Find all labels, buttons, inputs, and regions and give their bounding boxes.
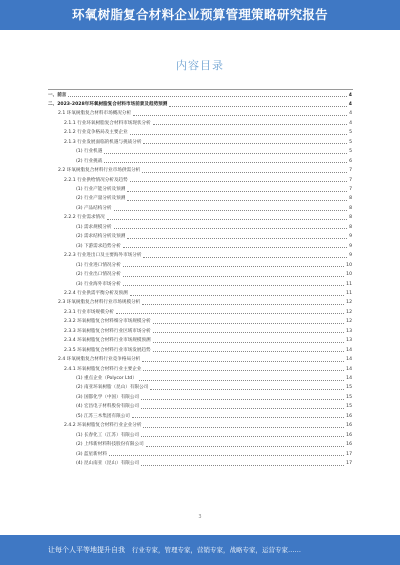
toc-entry-label: 2.2 环氧树脂复合材料行业市场供需分析: [58, 168, 141, 174]
toc-entry[interactable]: [76, 146, 352, 156]
toc-entry[interactable]: [58, 108, 352, 118]
toc-leader-dots: [142, 304, 344, 305]
toc-leader-dots: [133, 115, 347, 116]
toc-entry-label: 2.1.3 行业发展面临的机遇与挑战分析: [64, 139, 142, 145]
toc-entry-page: 9: [349, 243, 352, 249]
toc-entry[interactable]: [48, 89, 352, 99]
toc-entry-label: (3) 产品结构分析: [76, 205, 112, 211]
toc-entry-page: 14: [346, 357, 352, 363]
toc-entry-page: 10: [346, 262, 352, 268]
toc-entry-page: 12: [346, 319, 352, 325]
toc-entry-page: 15: [346, 404, 352, 410]
toc-entry[interactable]: [64, 420, 352, 430]
toc-entry-label: 2.2.2 行业需求情况: [64, 215, 105, 221]
toc-leader-dots: [141, 408, 344, 409]
toc-entry[interactable]: [58, 354, 352, 364]
toc-entry-label: (1) 需求规模分析: [76, 224, 112, 230]
toc-leader-dots: [132, 417, 344, 418]
toc-entry-label: 2.1.1 行业环氧树脂复合材料市场现状分析: [64, 120, 151, 126]
toc-entry[interactable]: [76, 202, 352, 212]
toc-entry-label: (5) 江苏三木集团有限公司: [76, 413, 130, 419]
toc-entry-page: 16: [346, 442, 352, 448]
toc-entry-label: 二、2023-2028年环氧树脂复合材料市场前景及趋势预测: [48, 101, 168, 107]
toc-entry[interactable]: [76, 221, 352, 231]
toc-leader-dots: [114, 228, 348, 229]
toc-entry-label: 2.2.4 行业供需平衡分析及预测: [64, 290, 128, 296]
toc-entry-label: (3) 行业海外市场分析: [76, 281, 121, 287]
toc-leader-dots: [141, 436, 344, 437]
toc-entry[interactable]: [64, 344, 352, 354]
toc-entry[interactable]: [64, 335, 352, 345]
toc-leader-dots: [123, 266, 344, 267]
toc-entry[interactable]: [58, 297, 352, 307]
toc-entry-label: (1) 行业进口情况分析: [76, 262, 121, 268]
toc-leader-dots: [116, 313, 344, 314]
toc-entry-page: 13: [346, 338, 352, 344]
toc-entry[interactable]: [64, 117, 352, 127]
toc-entry-page: 8: [349, 196, 352, 202]
toc-entry-page: 16: [346, 432, 352, 438]
toc-entry[interactable]: [76, 184, 352, 194]
toc-entry-page: 12: [346, 300, 352, 306]
toc-leader-dots: [153, 323, 344, 324]
toc-entry[interactable]: [76, 240, 352, 250]
toc-entry[interactable]: [64, 363, 352, 373]
toc-entry-label: 2.4 环氧树脂复合材料行业竞争格局分析: [58, 357, 141, 363]
toc-entry-label: 2.3.4 环氧树脂复合材料行业市场规模预测: [64, 338, 151, 344]
toc-leader-dots: [127, 191, 347, 192]
toc-leader-dots: [141, 465, 344, 466]
toc-entry[interactable]: [64, 316, 352, 326]
toc-entry-page: 14: [346, 366, 352, 372]
toc-leader-dots: [68, 96, 346, 97]
toc-entry-page: 7: [349, 168, 352, 174]
footer-slogan: 让每个人平等地提升自我: [48, 546, 125, 554]
toc-entry[interactable]: [76, 382, 352, 392]
report-title: 环氧树脂复合材料企业预算管理策略研究报告: [71, 7, 328, 22]
toc-entry[interactable]: [58, 165, 352, 175]
toc-entry-page: 5: [349, 139, 352, 145]
toc-entry-label: (2) 行业出口情况分析: [76, 272, 121, 278]
toc-entry-page: 14: [346, 347, 352, 353]
toc-entry-label: (2) 行业挑战: [76, 158, 103, 164]
toc-leader-dots: [153, 351, 344, 352]
toc-entry-page: 4: [348, 101, 352, 107]
toc-entry-page: 4: [349, 111, 352, 117]
toc-entry-label: 2.2.1 行业供给情况分析及趋势: [64, 177, 128, 183]
toc-entry-page: 8: [349, 215, 352, 221]
footer-tagline: 行业专家，管理专家，营销专家，战略专家，运营专家……: [132, 546, 301, 554]
toc-leader-dots: [104, 153, 347, 154]
toc-entry[interactable]: [64, 127, 352, 137]
toc-entry[interactable]: [64, 174, 352, 184]
toc-entry-label: 一、前言: [48, 92, 67, 98]
toc-leader-dots: [143, 427, 344, 428]
toc-entry[interactable]: [64, 306, 352, 316]
toc-leader-dots: [150, 389, 344, 390]
toc-leader-dots: [142, 361, 344, 362]
toc-leader-dots: [123, 276, 344, 277]
toc-entry-page: 17: [346, 451, 352, 457]
toc-entry[interactable]: [76, 231, 352, 241]
toc-entry-label: (1) 长春化工（江苏）有限公司: [76, 432, 140, 438]
footer-bar: [0, 535, 400, 565]
toc-entry-label: (2) 需求结构分析及预测: [76, 234, 126, 240]
toc-entry-page: 12: [346, 309, 352, 315]
toc-entry-label: 2.3.1 行业市场规模分析: [64, 309, 114, 315]
toc-leader-dots: [104, 162, 347, 163]
toc-entry-label: 2.3.5 环氧树脂复合材料行业市场发展趋势: [64, 347, 151, 353]
toc-entry-page: 16: [346, 423, 352, 429]
toc-entry-page: 10: [346, 272, 352, 278]
toc-leader-dots: [127, 238, 347, 239]
toc-entry[interactable]: [64, 325, 352, 335]
toc-leader-dots: [123, 285, 344, 286]
toc-leader-dots: [139, 380, 344, 381]
toc-entry[interactable]: [76, 458, 352, 468]
toc-entry[interactable]: [76, 429, 352, 439]
toc-entry-page: 5: [349, 130, 352, 136]
toc-entry-page: 13: [346, 328, 352, 334]
toc-entry-label: (4) 昆山南亚（昆山）有限公司: [76, 461, 140, 467]
toc-entry[interactable]: [76, 391, 352, 401]
toc-leader-dots: [143, 370, 344, 371]
toc-entry-page: 9: [349, 234, 352, 240]
toc-entry[interactable]: [76, 155, 352, 165]
toc-entry-page: 7: [349, 187, 352, 192]
toc-entry-page: 11: [346, 281, 352, 287]
toc-entry-label: (2) 上纬新材料科技股份有限公司: [76, 442, 144, 448]
toc-entry-page: 15: [346, 394, 352, 400]
toc-entry-label: 2.1 环氧树脂复合材料市场概况分析: [58, 111, 132, 117]
toc-entry[interactable]: [48, 98, 352, 108]
toc-entry[interactable]: [76, 373, 352, 383]
toc-entry-label: 2.1.2 行业竞争格局及主要企业: [64, 130, 128, 136]
toc-leader-dots: [169, 106, 346, 107]
toc-leader-dots: [142, 172, 347, 173]
toc-leader-dots: [107, 219, 347, 220]
toc-entry[interactable]: [76, 448, 352, 458]
toc-entry-page: 16: [346, 413, 352, 419]
toc-entry[interactable]: [76, 259, 352, 269]
toc-leader-dots: [153, 124, 347, 125]
toc-leader-dots: [141, 399, 344, 400]
toc-title: 内容目录: [176, 59, 224, 72]
toc-leader-dots: [153, 332, 344, 333]
toc-entry-label: (1) 行业产能分析及预测: [76, 187, 126, 192]
page-number: 3: [198, 514, 202, 520]
toc-entry-page: 11: [346, 290, 352, 296]
toc-entry-page: 14: [346, 376, 352, 381]
toc-entry-page: 4: [349, 120, 352, 126]
toc-leader-dots: [127, 200, 347, 201]
toc-entry-label: (3) 国都化学（中国）有限公司: [76, 394, 140, 400]
toc-entry-page: 9: [349, 253, 352, 259]
toc-entry-label: 2.2.3 行业进出口及主要海外市场分析: [64, 253, 142, 259]
toc-entry-label: 2.4.2 环氧树脂复合材料行业企业分析: [64, 423, 142, 429]
toc-entry[interactable]: [64, 250, 352, 260]
toc-entry[interactable]: [64, 212, 352, 222]
toc-leader-dots: [130, 134, 347, 135]
toc-entry-page: 15: [346, 385, 352, 391]
toc-entry-label: (1) 重点企业（Polycor Ltd）: [76, 376, 137, 381]
toc-leader-dots: [143, 143, 347, 144]
toc-leader-dots: [146, 446, 344, 447]
toc-leader-dots: [123, 247, 347, 248]
toc-entry-page: 4: [348, 92, 352, 98]
toc-entry-page: 8: [349, 205, 352, 211]
toc-leader-dots: [153, 342, 344, 343]
toc-entry-page: 5: [349, 149, 352, 155]
toc-entry[interactable]: [76, 410, 352, 420]
toc-entry-label: 2.3 环氧树脂复合材料行业市场规模分析: [58, 300, 141, 306]
toc-leader-dots: [130, 181, 347, 182]
document-page: [0, 30, 400, 535]
toc-entry[interactable]: [64, 287, 352, 297]
toc-entry[interactable]: [76, 278, 352, 288]
toc-entry-label: (1) 行业机遇: [76, 149, 103, 155]
toc-leader-dots: [109, 455, 344, 456]
toc-leader-dots: [130, 295, 344, 296]
toc-entry[interactable]: [76, 269, 352, 279]
header-bar: [0, 0, 400, 30]
toc-entry[interactable]: [76, 193, 352, 203]
toc-entry-label: 2.3.3 环氧树脂复合材料行业区域市场分析: [64, 328, 151, 334]
toc-entry-label: (2) 行业产量分析及预测: [76, 196, 126, 202]
toc-entry-label: (3) 下游需求趋势分析: [76, 243, 121, 249]
toc-entry-page: 8: [349, 224, 352, 230]
toc-entry-label: 2.3.2 环氧树脂复合材料细分市场规模分析: [64, 319, 151, 325]
toc-entry[interactable]: [76, 401, 352, 411]
toc-entry[interactable]: [76, 439, 352, 449]
toc-entry-page: 7: [349, 177, 352, 183]
toc-entry-page: 6: [349, 158, 352, 164]
toc-entry-label: (2) 南亚环氧树脂（昆山）有限公司: [76, 385, 149, 391]
toc-entry-page: 17: [346, 461, 352, 467]
toc-leader-dots: [143, 257, 347, 258]
toc-entry-label: (4) 宏昌电子材料股份有限公司: [76, 404, 140, 410]
toc-entry-label: 2.4.1 环氧树脂复合材料行业主要企业: [64, 366, 142, 372]
toc-leader-dots: [114, 210, 348, 211]
toc-entry[interactable]: [64, 136, 352, 146]
toc-entry-label: (3) 蓝星新材料: [76, 451, 107, 457]
